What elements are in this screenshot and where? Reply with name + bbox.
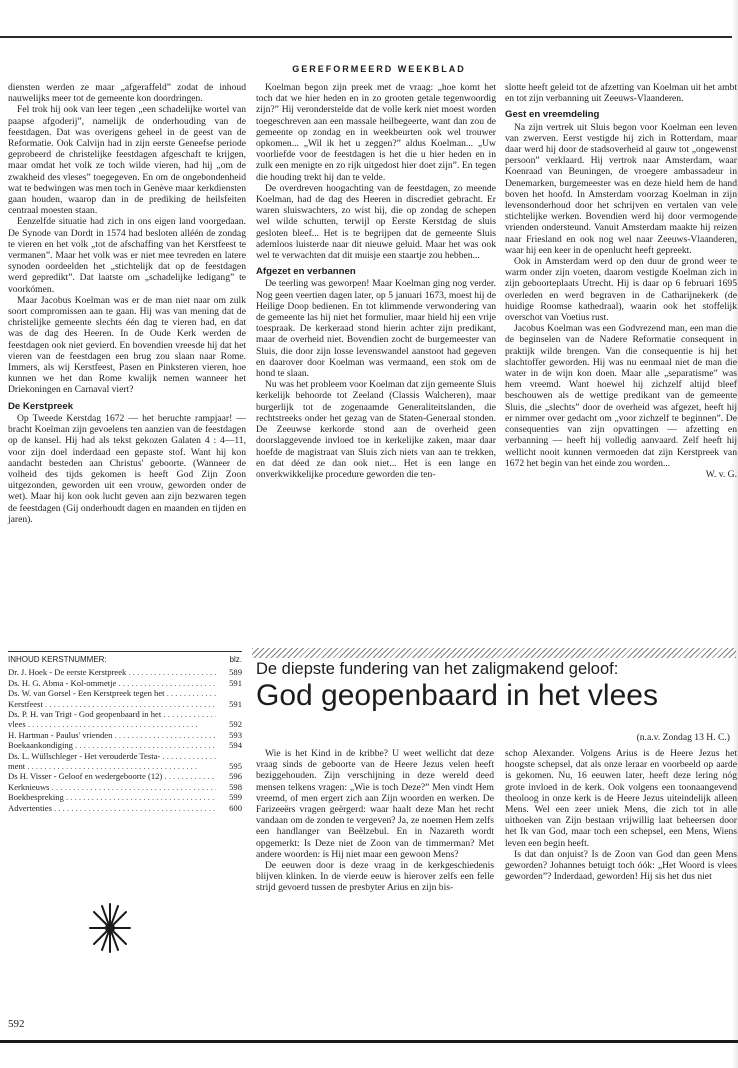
paragraph: slotte heeft geleid tot de afzetting van Koelman uit het ambt en tot zijn verbanning uit Zeeuws-Vlaanderen.	[505, 82, 737, 105]
toc-item	[8, 667, 242, 677]
toc-item-title: Boekaankondiging . . .	[8, 740, 216, 750]
article-column-right	[505, 748, 737, 882]
toc-item-title: vlees . . .	[8, 719, 216, 729]
toc-item-title: Ds. L. Wüllschleger - Het verouderde Testa- . . .	[8, 751, 216, 761]
article-reference: (n.a.v. Zondag 13 H. C.)	[636, 732, 730, 743]
article-column-left	[256, 748, 494, 894]
toc-item	[8, 709, 242, 719]
paragraph: Nu was het probleem voor Koelman dat zijn gemeente Sluis kerkelijk behoorde tot Zeeland (Classis Walcheren), maar burgerlijk tot de zogenaamde Generaliteitslanden, die rechtstreeks onder het gezag van de Staten-Generaal stonden. De Zeeuwse kerkorde stond aan de overheid geen doorslaggevende invloed toe in kerkelijke zaken, maar daar hoefde de magistraat van Sluis zich niets van aan te trekken, en dat déed ze dan ook niet... Het is een lange en onverkwikkelijke procedure geworden die ten-	[256, 379, 496, 480]
toc-item	[8, 678, 242, 688]
paragraph: dienstеn werden ze maar „afgeraffeld” zodat de inhoud nauwelijks meer tot de gemeente kon doordringen.	[8, 82, 246, 105]
section-heading: Afgezet en verbannen	[256, 266, 356, 278]
toc-item	[8, 751, 242, 761]
toc-item-title: Boekbespreking . . .	[8, 792, 216, 802]
section-heading: De Kerstpreek	[8, 400, 74, 412]
paragraph: Koelman begon zijn preek met de vraag: „hoe komt het toch dat we hier heden en in zo grooten getale tegenwoordig zijn?” Hij veronderstelde dat de volle kerk niet moest worden toegeschreven aan een massale heilbegeerte, want dan zou de gemeente op zondag en in weekbeurten ook wel trouwer opkomen... „Wil ik het u zeggen?” aldus Koelman... „Uw voorliefde voor de feestdagen is het die u hier heden en in zulk een menigte en zo rijk uitgedost hier doet zijn”. En tegen die houding trekt hij dan te velde.	[256, 82, 496, 183]
paragraph: Wie is het Kind in de kribbe? U weet wellicht dat deze vraag sinds de geboorte van de Heere Jezus velen heeft beziggehouden. Zijn verschijning in deze wereld deed mensen telkens vragen: „Wie is toch Deze?” Men vindt Hem vreemd, of men ergert zich aan Zijn woorden en werken. De Farizeeërs vragen geërgerd: waar haalt deze Man het recht vandaan om de zonden te vergeven? Ja, ze noemen Hem zelfs een handlanger van Beëlzebul. En in Nazareth wordt opgemerkt: Is Deze niet de Zoon van de timmerman? Met andere woorden: is Hij niet maar een gewoon Mens?	[256, 748, 494, 860]
toc-item	[8, 699, 242, 709]
section-heading: Gest en vreemdeling	[505, 109, 600, 121]
toc-header	[8, 655, 242, 665]
toc-item	[8, 803, 242, 813]
paragraph: De teerling was geworpen! Maar Koelman ging nog verder. Nog geen veertien dagen later, op 5 januari 1673, moest hij de Heilige Doop bedienen. En tot klimmende verwondering van de gemeente las hij niet het formulier, maar hield hij een vrije toespraak. De kerkeraad stond hierin achter zijn predikant, maar de overheid niet. Bovendien zocht de burgemeester van Sluis, die door zijn losse levenswandel aanstoot had gegeven en daarover door Koelman was vermaand, een stok om de hond te slaan.	[256, 278, 496, 380]
page-number: 592	[8, 1018, 25, 1030]
paragraph: Jacobus Koelman was een Godvrezend man, een man die de beginselen van de Nadere Reformatie consequent in praktijk wilde brengen. Van die consequentie is hij het slachtoffer geworden. Hij was nu eenmaal niet de man die water in de wijn kon doen. Maar alle „separatisme” was hem vreemd. Want hoewel hij zichzelf altijd bleef beschouwen als de wettige predikant van de gemeente Sluis, die „slechts” door de overheid was afgezet, heeft hij er nimmer over gedacht om „voor zichzelf te beginnen”. De consequenties van zijn opvattingen — afzetting en verbanning — heeft hij volledig aanvaard. Zelf heeft hij wellicht nooit kunnen vermoeden dat zijn Kerstpreek van 1672 het begin van het einde zou worden...	[505, 323, 737, 469]
column-2	[256, 82, 496, 480]
paragraph: Eenzelfde situatie had zich in ons eigen land voorgedaan. De Synode van Dordt in 1574 had besloten alléén de zondag te vieren en het volk „tot de afschaffing van het Kerstfeest te vermanen”. Maar het volk was er niet mee tevreden en latere synoden oordeelden het „stichtelijk dat op de feestdagen werd gepredikt”. Dat laatste om „schadelijke ledigang” te voorkómen.	[8, 216, 246, 295]
toc-item-page: 599	[229, 792, 242, 803]
paragraph: Maar Jacobus Koelman was er de man niet naar om zulk soort compromissen aan te gaan. Hij was van mening dat de christelijke gemeente slechts één dag te vieren had, en dat was de dag des Heeren. In de Oude Kerk werden de feestdagen ook niet gevierd. En bovendien vreesde hij dat het vieren van de feestdagen een brug zou slaan naar Rome. Immers, als wij Kerstfeest, Pasen en Pinksteren vieren, hoe kunnen we het dan Rome kwalijk nemen wanneer het Driekoningen en Carnaval viert?	[8, 294, 246, 396]
toc-item	[8, 782, 242, 792]
toc-item-page: 589	[229, 667, 242, 678]
article-title: God geopenbaard in het vlees	[256, 679, 658, 712]
toc-item	[8, 771, 242, 781]
toc-item-title: Ds. W. van Gorsel - Een Kerstpreek tegen het . . .	[8, 688, 216, 698]
paragraph: Ook in Amsterdam werd op den duur de grond weer te warm onder zijn voeten, daarom vestigde Koelman zich in zijn geboorteplaats Utrecht. Hij is daar op 6 februari 1695 overleden en werd begraven in de Catharijnekerk (de huidige Roomse kathedraal), waarin ook het stoffelijk overschot van Voetius rust.	[505, 256, 737, 324]
top-rule	[0, 36, 738, 38]
toc-item-title: Kerstfeest . . .	[8, 699, 216, 709]
paragraph: Na zijn vertrek uit Sluis begon voor Koelman een leven van zwerven. Eerst vestigde hij zich in Rotterdam, maar daar werd hij door de stadsoverheid al gauw tot „ongewenst persoon” verklaard. Hij vertrok naar Amsterdam, waar Koenraad van Beuningen, de vroegere ambassadeur in Denemarken, burgemeester was en deze hield hem de hand boven het hoofd. In Amsterdam voorzag Koelman in zijn levensonderhoud door het schrijven en vertalen van vele stichtelijke werken. Bovendien werd hij door vermogende vrienden ondersteund. Vanuit Amsterdam maakte hij reizen naar Friesland en ook nog wel naar Zeeuws-Vlaanderen, waar hij een keer in de openlucht heeft gepreekt.	[505, 121, 737, 256]
toc-item-title: Ds. P. H. van Trigt - God geopenbaard in het . . .	[8, 709, 216, 719]
bottom-rule	[0, 1040, 738, 1043]
toc-rule	[8, 651, 242, 652]
toc-item-title: Ds. H. G. Abma - Kol-ommetje . . .	[8, 678, 216, 688]
toc-item-title: H. Hartman - Paulus' vrienden . . .	[8, 730, 216, 740]
toc-heading: INHOUD KERSTNUMMER:	[8, 655, 107, 664]
toc-item-page: 600	[229, 802, 242, 813]
column-1	[8, 82, 246, 525]
toc-item	[8, 740, 242, 750]
running-header: GEREFORMEERD WEEKBLAD	[292, 64, 466, 74]
paragraph: Is dat dan onjuist? Is de Zoon van God dan geen Mens geworden? Johannes betuigt toch óók: „Het Woord is vlees geworden”? Inderdaad, geworden! Hij sis het dus niet	[505, 848, 737, 883]
article-subtitle: De diepste fundering van het zaligmakend geloof:	[256, 660, 619, 678]
toc-item	[8, 730, 242, 740]
paragraph: De overdreven hoogachting van de feestdagen, zo meende Koelman, had de dag des Heeren in discrediet gebracht. Er waren sluiswachters, zo wist hij, die op zondag de schepen wel wilde schutten, terwijl op Eerste Kerstdag de sluis gesloten bleef... Het is te begrijpen dat de gemeente Sluis ademloos luisterde naar dit nieuwe geluid. Maar het was ook wel te verwachten dat dit muisje een staartje zou hebben...	[256, 182, 496, 262]
decorative-divider	[252, 648, 736, 658]
toc-item-page: 594	[229, 740, 242, 751]
toc-item-title: Ds H. Visser - Geloof en wedergeboorte (12) . . .	[8, 771, 216, 781]
table-of-contents	[8, 655, 242, 813]
toc-item	[8, 719, 242, 729]
paragraph: Fel trok hij ook van leer tegen „een schadelijke wortel van paapse afgoderij”, namelijk de onderhouding van de feestdagen. Dat was overigens geheel in de geest van de Reformatie. Ook Calvijn had in zijn eerste Geneefse periode geprobeerd de christelijke feestdagen afgeschaft te krijgen, maar omdat het volk ze toch wilde vieren, had hij „om de zwakheid des vleses” toegegeven. En om de ongebondenheid wat te bedwingen was men toch in Genève maar kerkdiensten gaan houden, waarop dan in de prediking de heilsfeiten centraal moesten staan.	[8, 104, 246, 217]
toc-item-title: Kerknieuws . . .	[8, 782, 216, 792]
toc-item-page: 596	[229, 771, 242, 782]
toc-item	[8, 761, 242, 771]
toc-item-page: 593	[229, 729, 242, 740]
paragraph: schop Alexander. Volgens Arius is de Heere Jezus het hoogste schepsel, dat als onze leraar en voorbeeld op aarde is gekomen. Nu, 16 eeuwen later, heeft deze lering nóg grote invloed in de kerk. Ook volgens een toonaangevend theoloog in onze kerk is de Heere Jezus uiteindelijk alleen Mens. Wel een zeer uniek Mens, die zich tot in alle uithoeken van Zijn bestaan vrijwillig laat beheersen door het Ik van God, maar toch een schepsel, een Mens, Wiens leven een begin heeft.	[505, 748, 737, 849]
column-3	[505, 82, 737, 480]
toc-item-title: Dr. J. Hoek - De eerste Kerstpreek . . .	[8, 667, 216, 677]
toc-item	[8, 688, 242, 698]
star-ornament-icon	[84, 900, 136, 956]
toc-item-page: 595	[229, 761, 242, 772]
toc-item-title: Advertenties . . .	[8, 803, 216, 813]
toc-item-title: ment . . .	[8, 761, 216, 771]
toc-page-label: blz.	[229, 655, 242, 664]
toc-item-page: 591	[229, 698, 242, 709]
toc-item-page: 591	[229, 677, 242, 688]
toc-item-page: 598	[229, 781, 242, 792]
toc-item-page: 592	[229, 719, 242, 730]
author-signature: W. v. G.	[705, 468, 737, 480]
paragraph: Op Tweede Kerstdag 1672 — het beruchte rampjaar! — bracht Koelman zijn gevoelens ten aanzien van de feestdagen op de kansel. Hij had als tekst gekozen Galaten 4 : 4—11, voor zijn doel inderdaad een gepaste stof. Want hij kon aandacht besteden aan Christus' geboorte. (Wanneer de volheid des tijds gekomen is heeft God Zijn Zoon uitgezonden, geworden uit een vrouw, geworden onder de wet). Maar hij kon ook lucht geven aan zijn bezwaren tegen de feestdagen (Gij onderhoudt dagen en maanden en tijden en jaren).	[8, 412, 246, 525]
toc-item	[8, 792, 242, 802]
paragraph: De eeuwen door is deze vraag in de kerkgeschiedenis blijven klinken. In de vierde eeuw is hierover zelfs een felle strijd gevoerd tussen de presbyter Arius en zijn bis-	[256, 860, 494, 894]
